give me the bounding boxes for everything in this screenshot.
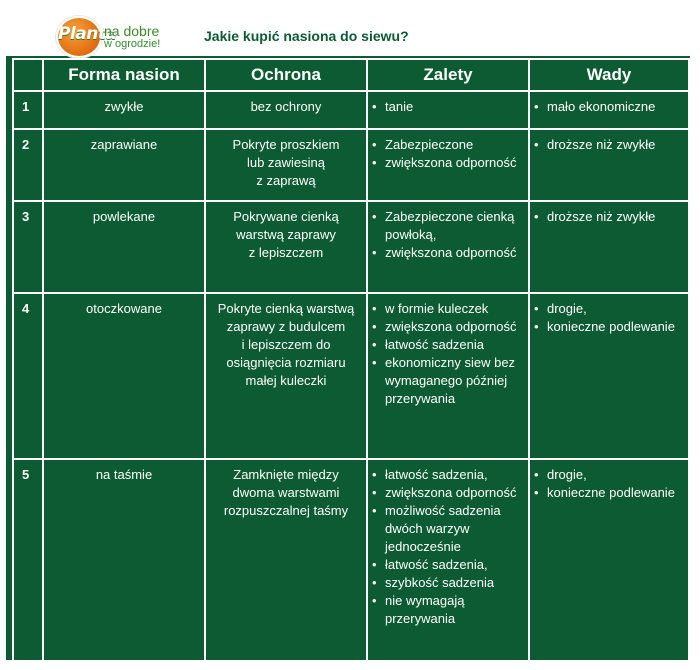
advantages-cell — [367, 129, 529, 201]
advantage-item: • łatwość sadzenia, — [372, 556, 524, 574]
protection-line: rozpuszczalnej taśmy — [223, 503, 349, 518]
advantage-item: • zwiększona odporność — [372, 484, 524, 502]
table-row — [13, 129, 689, 201]
advantages-list — [372, 208, 524, 262]
header-disadvantages: Wady — [529, 59, 689, 91]
advantage-item: • łatwość sadzenia, — [372, 466, 524, 484]
table-header-row — [13, 59, 689, 91]
advantage-item: • zwiększona odporność — [372, 318, 524, 336]
header-advantages: Zalety — [367, 59, 529, 91]
protection-line: z lepiszczem — [248, 245, 324, 260]
advantage-item: • zwiększona odporność — [372, 244, 524, 262]
tagline-line-1: na dobre — [104, 23, 160, 39]
protection-cell — [205, 201, 367, 293]
table-row — [13, 201, 689, 293]
disadvantage-item: • konieczne podlewanie — [534, 318, 684, 336]
disadvantages-list — [534, 136, 684, 154]
header — [4, 4, 692, 56]
protection-line: małej kuleczki — [245, 373, 327, 388]
disadvantages-list — [534, 208, 684, 226]
disadvantages-cell — [529, 201, 689, 293]
disadvantage-item: • mało ekonomiczne — [534, 98, 684, 116]
disadvantages-list — [534, 466, 684, 502]
header-seed-form: Forma nasion — [43, 59, 205, 91]
protection-line: bez ochrony — [250, 99, 322, 114]
seed-form-cell: zwykłe — [43, 91, 205, 129]
logo-brand: Planta — [58, 24, 117, 44]
advantage-item: • tanie — [372, 98, 524, 116]
advantages-cell — [367, 201, 529, 293]
advantages-list — [372, 300, 524, 408]
protection-line: Pokrywane cienką — [233, 209, 339, 224]
advantages-list — [372, 466, 524, 628]
protection-line: z zaprawą — [256, 173, 316, 188]
header-protection: Ochrona — [205, 59, 367, 91]
seed-comparison-table — [12, 58, 690, 664]
seed-form-cell: na taśmie — [43, 459, 205, 663]
advantage-item: • nie wymagają przerywania — [372, 592, 524, 628]
seed-form-cell: powlekane — [43, 201, 205, 293]
protection-cell — [205, 459, 367, 663]
disadvantages-list — [534, 300, 684, 336]
disadvantages-cell — [529, 91, 689, 129]
protection-line: warstwą zaprawy — [236, 227, 336, 242]
row-number: 3 — [13, 201, 43, 293]
page-title: Jakie kupić nasiona do siewu? — [204, 28, 409, 44]
disadvantages-list — [534, 98, 684, 116]
planta-logo[interactable] — [56, 16, 206, 56]
seed-form-cell: otoczkowane — [43, 293, 205, 459]
disadvantages-cell — [529, 459, 689, 663]
logo-tagline — [104, 23, 161, 50]
disadvantage-item: • konieczne podlewanie — [534, 484, 684, 502]
disadvantage-item: • drogie, — [534, 466, 684, 484]
advantage-item: • Zabezpieczone — [372, 136, 524, 154]
protection-cell — [205, 91, 367, 129]
disadvantages-cell — [529, 129, 689, 201]
protection-line: dwoma warstwami — [232, 485, 340, 500]
advantages-list — [372, 98, 524, 116]
protection-line: zaprawy z budulcem — [226, 319, 346, 334]
advantages-cell — [367, 91, 529, 129]
disadvantages-cell — [529, 293, 689, 459]
protection-line: Zamknięte między — [233, 467, 339, 482]
table-row — [13, 91, 689, 129]
tagline-line-2: w ogrodzie! — [104, 38, 161, 50]
advantage-item: • Zabezpieczone cienką powłoką, — [372, 208, 524, 244]
protection-line: osiągnięcia rozmiaru — [226, 355, 346, 370]
advantage-item: • łatwość sadzenia — [372, 336, 524, 354]
protection-cell — [205, 129, 367, 201]
advantages-list — [372, 136, 524, 172]
advantage-item: • w formie kuleczek — [372, 300, 524, 318]
disadvantage-item: • droższe niż zwykłe — [534, 208, 684, 226]
advantages-cell — [367, 293, 529, 459]
advantage-item: • ekonomiczny siew bez wymaganego później przerywania — [372, 354, 524, 408]
row-number: 2 — [13, 129, 43, 201]
row-number: 4 — [13, 293, 43, 459]
disadvantage-item: • drogie, — [534, 300, 684, 318]
protection-cell — [205, 293, 367, 459]
header-number — [13, 59, 43, 91]
advantage-item: • zwiększona odporność — [372, 154, 524, 172]
table-row — [13, 293, 689, 459]
row-number: 1 — [13, 91, 43, 129]
advantage-item: • możliwość sadzenia dwóch warzyw jednocześnie — [372, 502, 524, 556]
advantages-cell — [367, 459, 529, 663]
protection-line: Pokryte cienką warstwą — [217, 301, 355, 316]
advantage-item: • szybkość sadzenia — [372, 574, 524, 592]
protection-line: Pokryte proszkiem — [232, 137, 340, 152]
seed-form-cell: zaprawiane — [43, 129, 205, 201]
row-number: 5 — [13, 459, 43, 663]
table-row — [13, 459, 689, 663]
protection-line: i lepiszczem do — [241, 337, 331, 352]
disadvantage-item: • droższe niż zwykłe — [534, 136, 684, 154]
protection-line: lub zawiesiną — [246, 155, 326, 170]
